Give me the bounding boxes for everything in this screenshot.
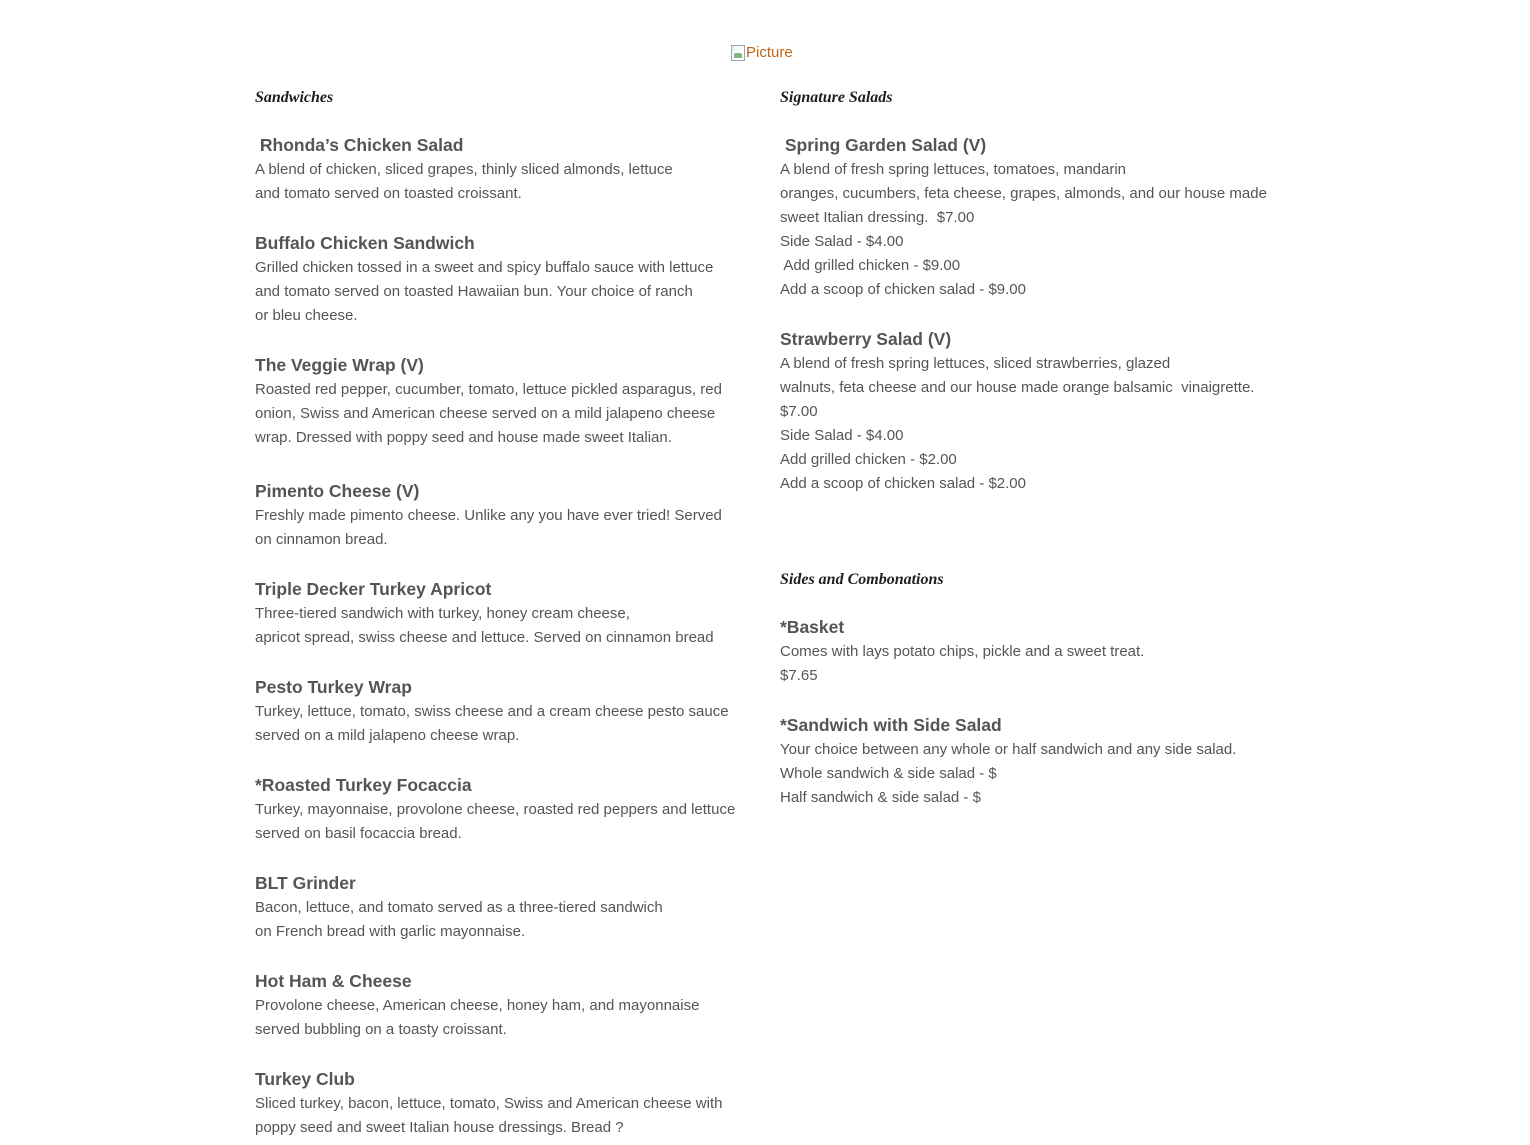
desc-line: on French bread with garlic mayonnaise. — [255, 923, 526, 940]
desc-line: Turkey, mayonnaise, provolone cheese, roasted red peppers and lettuce — [255, 801, 736, 818]
desc-line: Three-tiered sandwich with turkey, honey cream cheese, — [255, 605, 630, 622]
desc-line: served on a mild jalapeno cheese wrap. — [255, 727, 520, 744]
desc-line: Roasted red pepper, cucumber, tomato, lettuce pickled asparagus, red — [255, 381, 722, 398]
menu-item-description — [255, 1092, 755, 1140]
menu-item-description — [255, 504, 755, 552]
menu-item-description — [255, 994, 755, 1042]
menu-item-name: Buffalo Chicken Sandwich — [255, 233, 475, 253]
desc-line: and tomato served on toasted Hawaiian bun. Your choice of ranch — [255, 283, 693, 300]
section-title-sides: Sides and Combonations — [780, 571, 944, 588]
menu-item — [255, 478, 755, 552]
menu-item-name: Hot Ham & Cheese — [255, 971, 412, 991]
desc-line: wrap. Dressed with poppy seed and house made sweet Italian. — [255, 429, 672, 446]
desc-line: Side Salad - $4.00 — [780, 233, 904, 250]
header-picture — [731, 44, 793, 61]
desc-line: and tomato served on toasted croissant. — [255, 185, 522, 202]
desc-line: oranges, cucumbers, feta cheese, grapes, almonds, and our house made — [780, 185, 1267, 202]
desc-line: Add a scoop of chicken salad - $9.00 — [780, 281, 1026, 298]
menu-item — [255, 1066, 755, 1140]
desc-line: Your choice between any whole or half sandwich and any side salad. — [780, 741, 1237, 758]
menu-item-description — [255, 158, 755, 206]
desc-line: Sliced turkey, bacon, lettuce, tomato, Swiss and American cheese with — [255, 1095, 723, 1112]
menu-item-name: Pimento Cheese (V) — [255, 481, 420, 501]
menu-item-name: *Basket — [780, 617, 845, 637]
menu-item — [255, 352, 755, 450]
menu-item — [255, 968, 755, 1042]
menu-item — [255, 230, 755, 328]
menu-item-name: Rhonda’s Chicken Salad — [255, 135, 464, 155]
menu-item-name: The Veggie Wrap (V) — [255, 355, 424, 375]
section-title-sandwiches: Sandwiches — [255, 89, 334, 106]
menu-item-description — [780, 640, 1280, 688]
desc-line: walnuts, feta cheese and our house made orange balsamic vinaigrette. — [780, 379, 1255, 396]
menu-item — [255, 132, 755, 206]
menu-item — [255, 772, 755, 846]
menu-item — [780, 132, 1280, 302]
desc-line: A blend of fresh spring lettuces, tomatoes, mandarin — [780, 161, 1127, 178]
menu-item-name: Spring Garden Salad (V) — [780, 135, 987, 155]
menu-item-name: *Roasted Turkey Focaccia — [255, 775, 472, 795]
menu-item-name: Pesto Turkey Wrap — [255, 677, 412, 697]
menu-item — [780, 326, 1280, 496]
menu-item-name: BLT Grinder — [255, 873, 356, 893]
menu-item-description — [255, 896, 755, 944]
desc-line: Side Salad - $4.00 — [780, 427, 904, 444]
desc-line: A blend of chicken, sliced grapes, thinly sliced almonds, lettuce — [255, 161, 673, 178]
menu-item-description — [255, 798, 755, 846]
desc-line: or bleu cheese. — [255, 307, 358, 324]
desc-line: Provolone cheese, American cheese, honey ham, and mayonnaise — [255, 997, 700, 1014]
menu-item-description — [780, 738, 1280, 810]
desc-line: on cinnamon bread. — [255, 531, 388, 548]
menu-item-description — [780, 352, 1280, 496]
desc-line: Whole sandwich & side salad - $ — [780, 765, 997, 782]
menu-item-description — [255, 602, 755, 650]
desc-line: served on basil focaccia bread. — [255, 825, 462, 842]
desc-line: sweet Italian dressing. $7.00 — [780, 209, 975, 226]
salads-column — [780, 86, 1280, 810]
desc-line: Freshly made pimento cheese. Unlike any you have ever tried! Served — [255, 507, 722, 524]
desc-line: onion, Swiss and American cheese served on a mild jalapeno cheese — [255, 405, 716, 422]
desc-line: A blend of fresh spring lettuces, sliced strawberries, glazed — [780, 355, 1171, 372]
menu-item — [780, 712, 1280, 810]
menu-item — [255, 576, 755, 650]
menu-item-description — [255, 378, 755, 450]
desc-line: Comes with lays potato chips, pickle and a sweet treat. — [780, 643, 1145, 660]
desc-line: Turkey, lettuce, tomato, swiss cheese and a cream cheese pesto sauce — [255, 703, 729, 720]
desc-line: Bacon, lettuce, and tomato served as a three-tiered sandwich — [255, 899, 663, 916]
desc-line: Add grilled chicken - $9.00 — [780, 257, 961, 274]
desc-line: apricot spread, swiss cheese and lettuce. Served on cinnamon bread — [255, 629, 714, 646]
menu-item-description — [255, 256, 755, 328]
desc-line: Add a scoop of chicken salad - $2.00 — [780, 475, 1026, 492]
menu-item-description — [255, 700, 755, 748]
desc-line: Add grilled chicken - $2.00 — [780, 451, 957, 468]
menu-item — [780, 614, 1280, 688]
menu-item-name: Strawberry Salad (V) — [780, 329, 952, 349]
desc-line: $7.00 — [780, 403, 818, 420]
menu-item-description — [780, 158, 1280, 302]
menu-item — [255, 674, 755, 748]
menu-item-name: Triple Decker Turkey Apricot — [255, 579, 492, 599]
broken-image-icon — [731, 45, 745, 61]
desc-line: poppy seed and sweet Italian house dressings. Bread ? — [255, 1119, 624, 1136]
menu-item — [255, 870, 755, 944]
desc-line: Grilled chicken tossed in a sweet and spicy buffalo sauce with lettuce — [255, 259, 714, 276]
section-title-salads: Signature Salads — [780, 89, 893, 106]
desc-line: $7.65 — [780, 667, 818, 684]
desc-line: served bubbling on a toasty croissant. — [255, 1021, 507, 1038]
picture-alt-text: Picture — [746, 44, 793, 61]
sandwiches-column — [255, 86, 755, 1140]
desc-line: Half sandwich & side salad - $ — [780, 789, 981, 806]
menu-item-name: *Sandwich with Side Salad — [780, 715, 1002, 735]
menu-item-name: Turkey Club — [255, 1069, 355, 1089]
